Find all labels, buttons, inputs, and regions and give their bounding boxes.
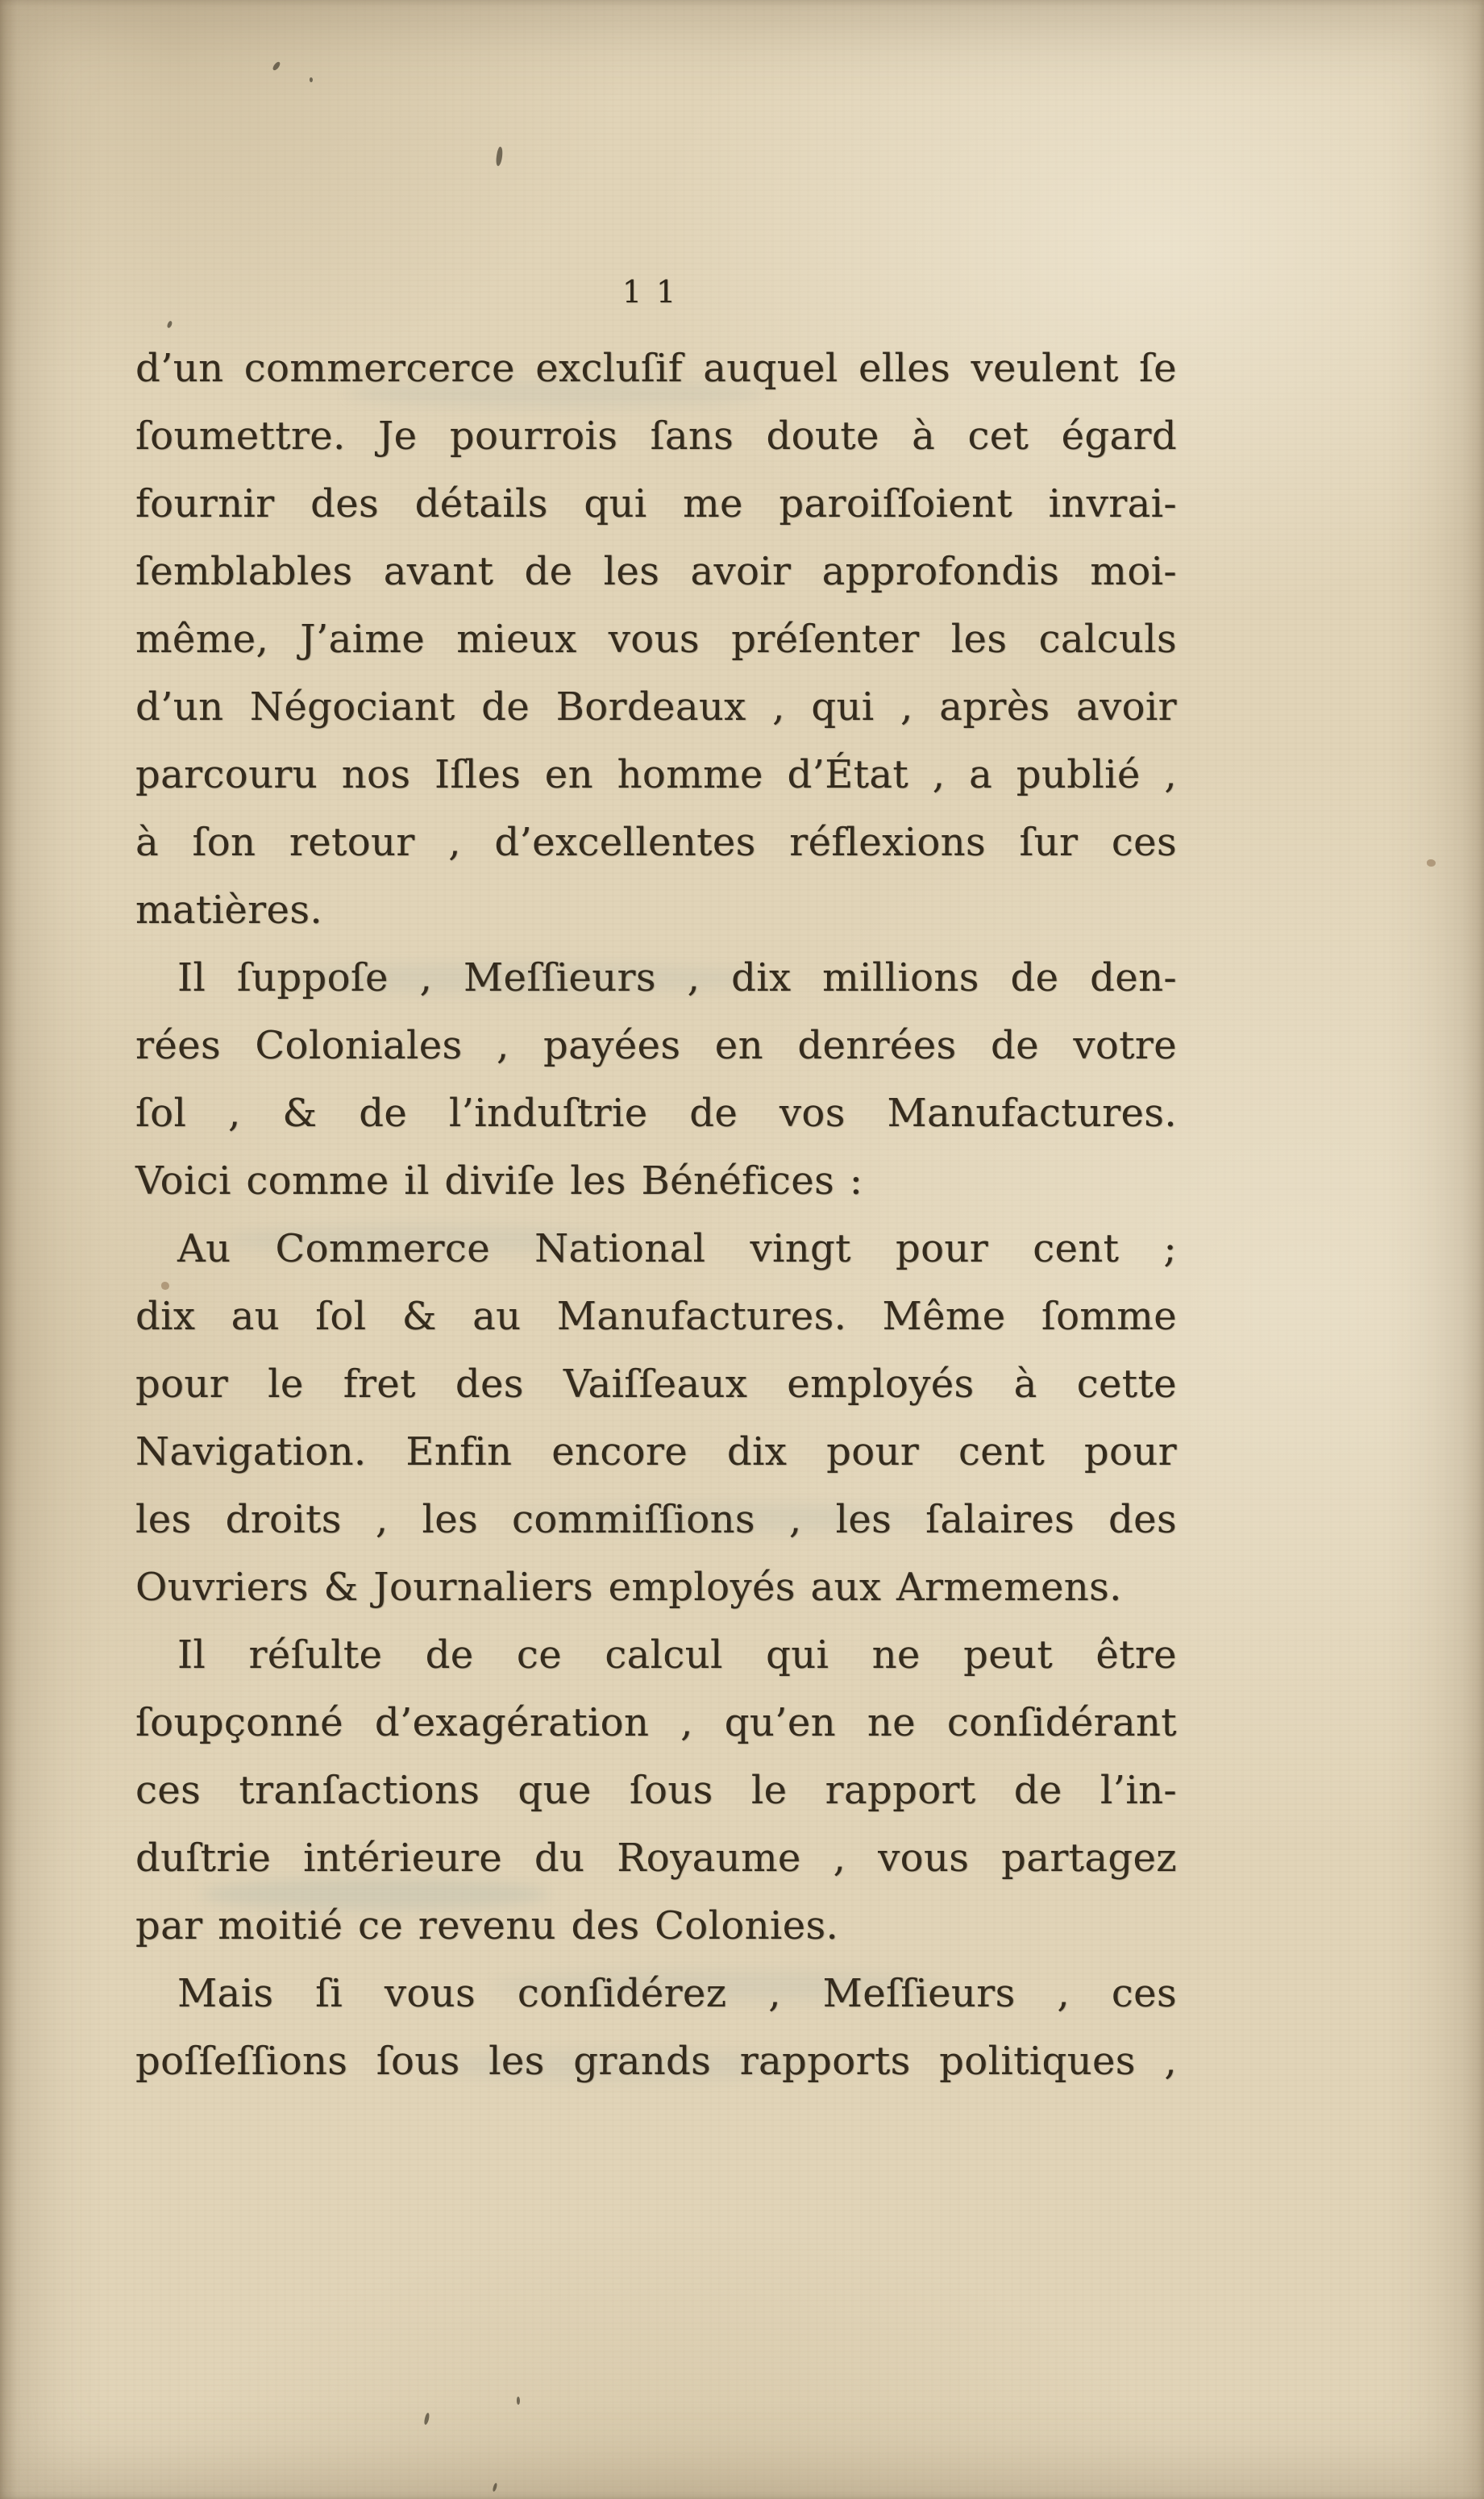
text-line: d’un Négociant de Bordeaux , qui , après avoir — [135, 684, 1177, 730]
text-line: à ſon retour , d’excellentes réflexions ſur ces — [135, 820, 1177, 865]
text-line: ſoupçonné d’exagération , qu’en ne conſidérant — [135, 1700, 1177, 1745]
text-line: Il ſuppoſe , Meſſieurs , dix millions de den- — [177, 955, 1177, 1000]
text-line: ſoumettre. Je pourrois ſans doute à cet égard — [135, 414, 1177, 459]
text-line: les droits , les commiſſions , les ſalaires des — [135, 1497, 1177, 1542]
ink-speck — [492, 2483, 497, 2493]
text-line: fournir des détails qui me paroiſſoient invrai- — [135, 481, 1177, 526]
text-block — [135, 335, 1177, 2095]
text-line: dix au ſol & au Manufactures. Même ſomme — [135, 1294, 1177, 1339]
text-line: Mais ſi vous conſidérez , Meſſieurs , ces — [177, 1971, 1177, 2016]
ink-speck — [517, 2397, 520, 2405]
text-line: matières. — [135, 888, 323, 933]
text-line: pour le fret des Vaiſſeaux employés à cette — [135, 1362, 1177, 1407]
text-line: Il réſulte de ce calcul qui ne peut être — [177, 1632, 1177, 1678]
text-line: Navigation. Enfin encore dix pour cent pour — [135, 1429, 1177, 1474]
text-line: ces tranſactions que ſous le rapport de l’in- — [135, 1768, 1177, 1813]
text-line: d’un commercerce excluſif auquel elles veulent ſe — [135, 346, 1177, 391]
text-line: même, J’aime mieux vous préſenter les calculs — [135, 617, 1177, 662]
ink-speck — [310, 77, 313, 82]
text-line: poſſeſſions ſous les grands rapports politiques , — [135, 2039, 1177, 2084]
text-line: Ouvriers & Journaliers employés aux Armemens. — [135, 1565, 1122, 1610]
text-line: parcouru nos Iſles en homme d’État , a publié , — [135, 752, 1177, 797]
page-number: 11 — [621, 274, 691, 310]
ink-speck — [495, 147, 503, 167]
text-line: ſol , & de l’induſtrie de vos Manufactures. — [135, 1091, 1177, 1136]
ink-speck — [1427, 859, 1436, 867]
ink-speck — [272, 60, 281, 71]
text-line: par moitié ce revenu des Colonies. — [135, 1903, 839, 1948]
text-line: duſtrie intérieure du Royaume , vous partagez — [135, 1836, 1177, 1881]
ink-speck — [166, 320, 173, 328]
ink-speck — [423, 2413, 430, 2426]
text-line: ſemblables avant de les avoir approfondis moi- — [135, 549, 1177, 594]
text-line: rées Coloniales , payées en denrées de votre — [135, 1023, 1177, 1068]
text-line: Voici comme il diviſe les Bénéfices : — [135, 1158, 863, 1204]
text-line: Au Commerce National vingt pour cent ; — [177, 1226, 1177, 1271]
